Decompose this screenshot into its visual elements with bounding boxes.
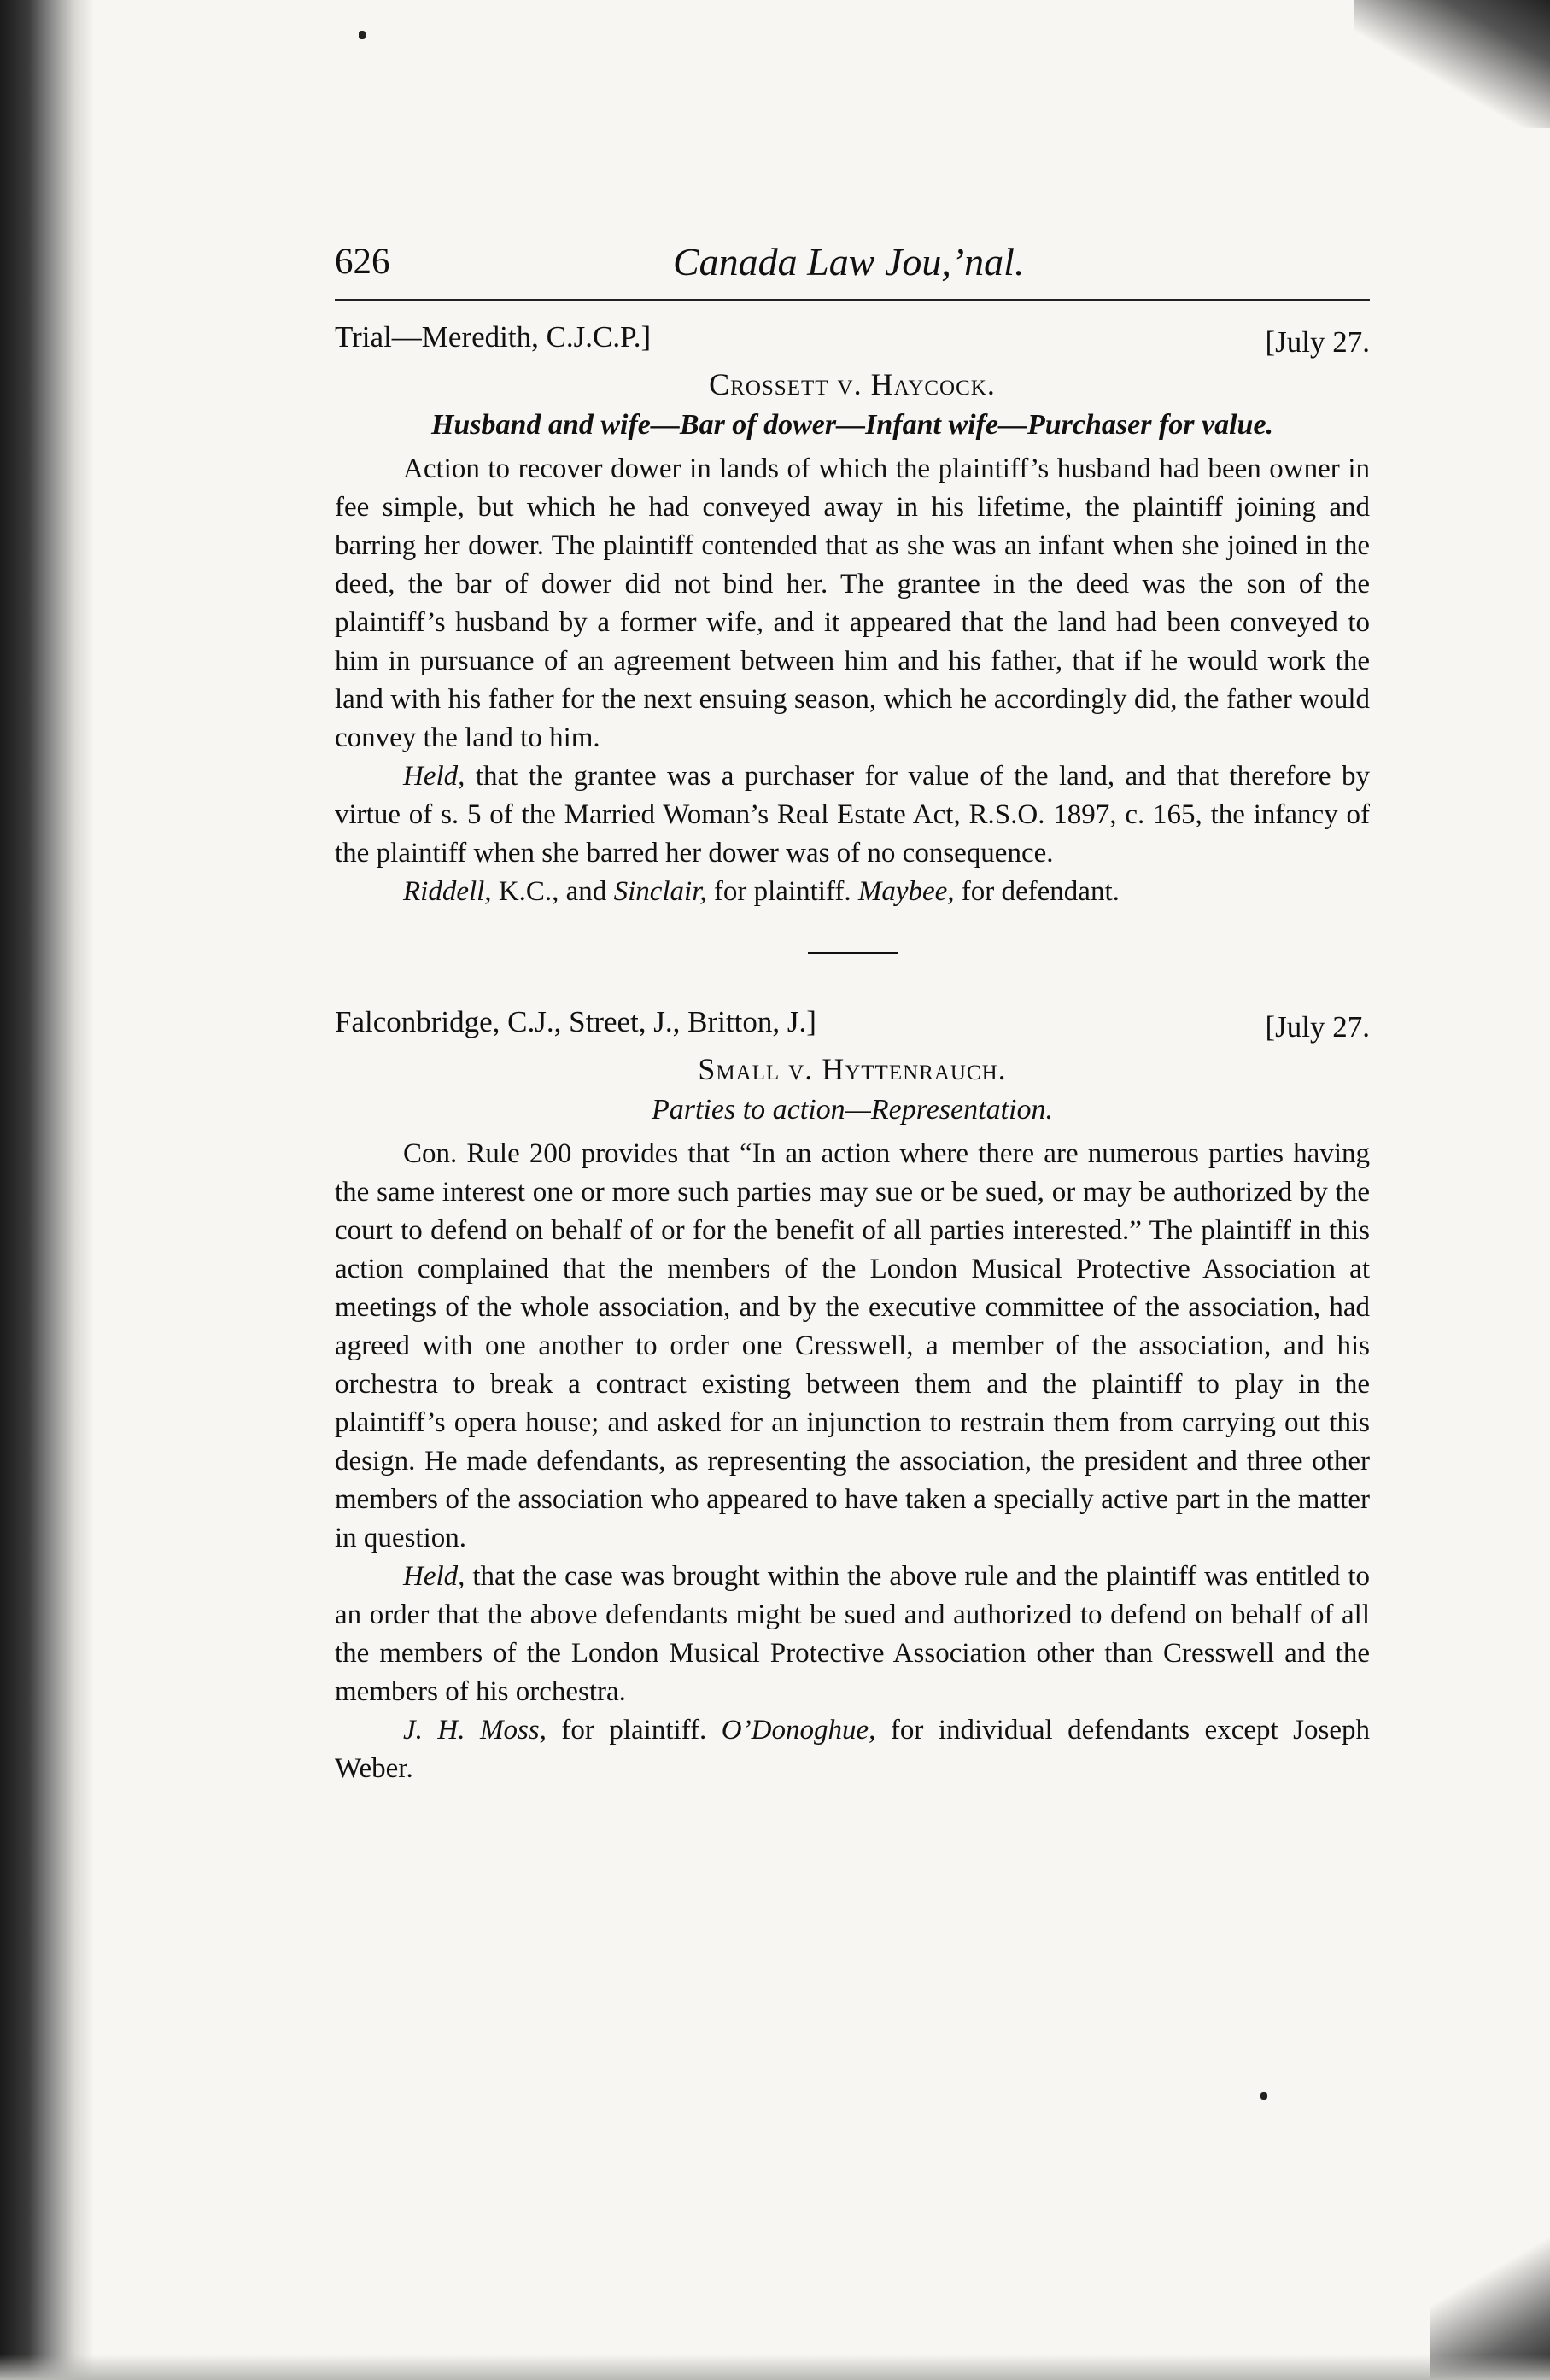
holding-text: that the grantee was a purchaser for value of the land, and that therefore by virtue of s. 5 of the Married Woman’s Real Estate Act, R.S.O. 1897, c. 165, the infancy of the plaintiff when she barred her dower was of no consequence. [335, 761, 1370, 868]
case-counsel [335, 1711, 1370, 1788]
counsel-name: Sinclair, [613, 876, 707, 907]
counsel-text: for plaintiff. [546, 1715, 722, 1746]
counsel-name: J. H. Moss, [403, 1715, 547, 1746]
counsel-text: K.C., and [491, 876, 614, 907]
holding-text: that the case was brought within the above rule and the plaintiff was entitled to an order that the above defendants might be sued and authorized to defend on behalf of all the members of the London Musical Protective Association other than Cresswell and the members of his orchestra. [335, 1561, 1370, 1707]
case-subject: Husband and wife—Bar of dower—Infant wife—Purchaser for value. [430, 409, 1274, 441]
case-court: Trial—Meredith, C.J.C.P.] [335, 320, 652, 354]
scan-corner-top-right [1354, 0, 1550, 128]
case-court: Falconbridge, C.J., Street, J., Britton, J.] [335, 1005, 816, 1038]
section-divider [808, 952, 898, 954]
case-date: [July 27. [1265, 1010, 1370, 1044]
scan-edge-bottom [0, 2354, 1550, 2380]
case-court-line [335, 320, 1370, 363]
case-title: Crossett v. Haycock. [709, 367, 996, 401]
case-title: Small v. Hyttenrauch. [698, 1052, 1007, 1086]
held-label: Held, [403, 761, 465, 792]
page-number: 626 [335, 242, 390, 282]
page [335, 231, 1370, 1788]
counsel-text: for individual defendants except Joseph Weber. [335, 1715, 1370, 1784]
running-header [335, 231, 1370, 301]
case-holding [335, 757, 1370, 873]
ink-speck [1260, 2092, 1267, 2100]
case-body: Con. Rule 200 provides that “In an action where there are numerous parties having the same interest one or more such parties may sue or be sued, or may be authorized by the court to defend on behalf of or for the benefit of all parties interested.” The plaintiff in this action complained that the members of the London Musical Protective Association at meetings of the whole association, and by the executive committee of the association, had agreed with one another to order one Cresswell, a member of the association, and his orchestra to break a contract existing between them and the plaintiff to play in the plaintiff’s opera house; and asked for an injunction to restrain them from carrying out this design. He made defendants, as representing the association, the president and three other members of the association who appeared to have taken a specially active part in the matter in question. [335, 1138, 1370, 1553]
case-subject: Parties to action—Representation. [652, 1094, 1053, 1126]
held-label: Held, [403, 1561, 465, 1592]
counsel-name: Maybee, [857, 876, 955, 907]
counsel-name: Riddell, [403, 876, 492, 907]
scan-edge-left [0, 0, 94, 2380]
case-crossett-v-haycock [335, 320, 1370, 911]
case-court-line [335, 1005, 1370, 1048]
case-counsel [335, 873, 1370, 911]
case-holding [335, 1558, 1370, 1711]
case-small-v-hyttenrauch [335, 1005, 1370, 1788]
journal-title: Canada Law Jou,’nal. [673, 240, 1025, 284]
counsel-text: for plaintiff. [706, 876, 858, 907]
case-date: [July 27. [1265, 325, 1370, 359]
ink-speck [359, 31, 366, 39]
counsel-name: O’Donoghue, [721, 1715, 876, 1746]
case-body: Action to recover dower in lands of which the plaintiff’s husband had been owner in fee simple, but which he had conveyed away in his lifetime, the plaintiff joining and barring her dower. The plaintiff contended that as she was an infant when she joined in the deed, the bar of dower did not bind her. The grantee in the deed was the son of the plaintiff’s husband by a former wife, and it appeared that the land had been conveyed to him in pursuance of an agreement between him and his father, that if he would work the land with his father for the next ensuing season, which he accordingly did, the father would convey the land to him. [335, 453, 1370, 753]
counsel-text: for defendant. [954, 876, 1120, 907]
